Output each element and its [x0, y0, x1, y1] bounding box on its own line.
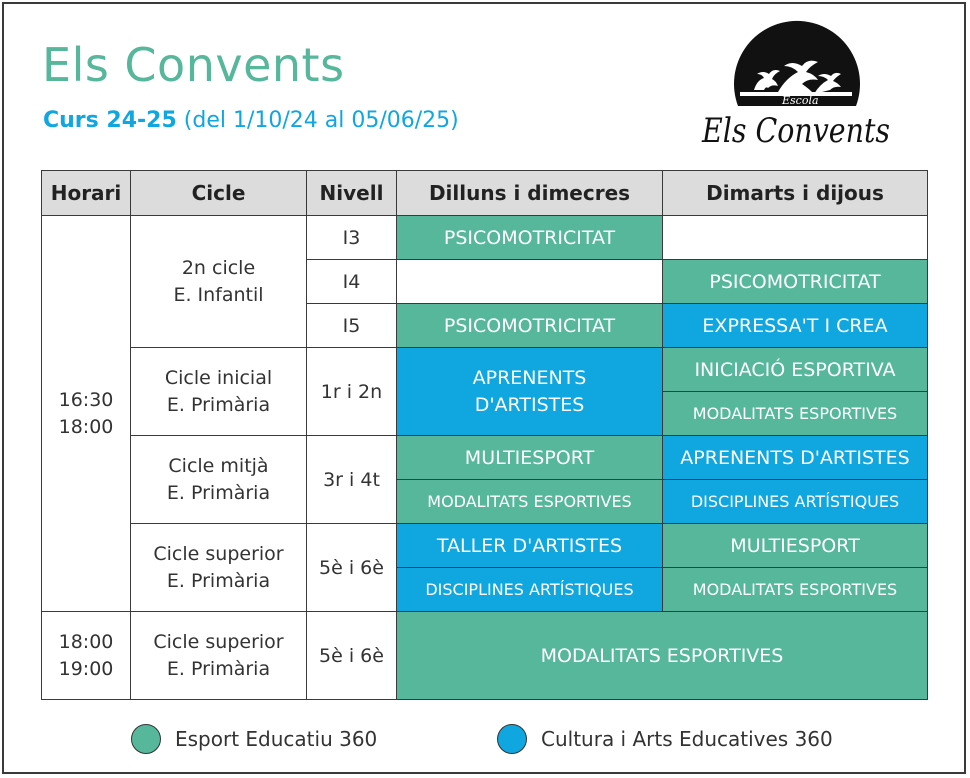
activity-cell-empty — [663, 216, 928, 260]
cycle-name: Cicle mitjà — [168, 454, 269, 477]
header-dilluns-dimecres: Dilluns i dimecres — [397, 171, 663, 216]
activity-cell-wide: MODALITATS ESPORTIVES — [397, 612, 928, 700]
cycle-mitja — [131, 436, 307, 524]
course-subtitle — [43, 108, 459, 133]
logo-main-text: Els Convents — [701, 111, 890, 151]
activity-cell: MODALITATS ESPORTIVES — [663, 392, 928, 436]
level-5e-6e: 5è i 6è — [307, 524, 397, 612]
course-dates: (del 1/10/24 al 05/06/25) — [183, 108, 459, 133]
table-row — [42, 612, 928, 700]
cycle-name: 2n cicle — [181, 256, 256, 279]
activity-cell: APRENENTS D'ARTISTES — [663, 436, 928, 480]
time-start: 18:00 — [58, 630, 114, 653]
page-title: Els Convents — [42, 38, 345, 92]
cycle-infantil — [131, 216, 307, 348]
level-3r-4t: 3r i 4t — [307, 436, 397, 524]
legend-swatch-teal — [131, 724, 161, 754]
activity-cell: MODALITATS ESPORTIVES — [663, 568, 928, 612]
cycle-superior — [131, 524, 307, 612]
cycle-superior-late — [131, 612, 307, 700]
school-logo — [696, 28, 896, 152]
table-header-row — [42, 171, 928, 216]
activity-cell: INICIACIÓ ESPORTIVA — [663, 348, 928, 392]
activity-cell-empty — [397, 260, 663, 304]
cycle-stage: E. Primària — [166, 657, 271, 680]
header-horari: Horari — [42, 171, 131, 216]
activity-cell: PSICOMOTRICITAT — [397, 304, 663, 348]
legend-label: Esport Educatiu 360 — [175, 727, 378, 751]
activity-cell — [397, 348, 663, 436]
time-end: 18:00 — [58, 415, 114, 438]
schedule-table — [41, 170, 928, 700]
cycle-name: Cicle superior — [153, 630, 284, 653]
time-start: 16:30 — [58, 388, 114, 411]
legend-item-cultura — [497, 722, 833, 756]
legend-label: Cultura i Arts Educatives 360 — [541, 727, 833, 751]
level-5e-6e-late: 5è i 6è — [307, 612, 397, 700]
time-slot-2 — [42, 612, 131, 700]
table-row — [42, 524, 928, 568]
cycle-inicial — [131, 348, 307, 436]
header-nivell: Nivell — [307, 171, 397, 216]
time-end: 19:00 — [58, 657, 114, 680]
legend-item-esport — [131, 722, 377, 756]
activity-cell: TALLER D'ARTISTES — [397, 524, 663, 568]
table-row — [42, 348, 928, 392]
cycle-stage: E. Primària — [166, 393, 271, 416]
level-i4: I4 — [307, 260, 397, 304]
header-cicle: Cicle — [131, 171, 307, 216]
level-i5: I5 — [307, 304, 397, 348]
activity-cell: DISCIPLINES ARTÍSTIQUES — [663, 480, 928, 524]
level-1r-2n: 1r i 2n — [307, 348, 397, 436]
activity-cell: MULTIESPORT — [397, 436, 663, 480]
activity-cell: DISCIPLINES ARTÍSTIQUES — [397, 568, 663, 612]
course-label: Curs 24-25 — [43, 108, 177, 133]
time-slot-1 — [42, 216, 131, 612]
activity-cell: MODALITATS ESPORTIVES — [397, 480, 663, 524]
cycle-stage: E. Primària — [166, 481, 271, 504]
activity-cell: EXPRESSA'T I CREA — [663, 304, 928, 348]
activity-line: APRENENTS — [472, 366, 587, 389]
table-row — [42, 436, 928, 480]
cycle-stage: E. Primària — [166, 569, 271, 592]
activity-cell: MULTIESPORT — [663, 524, 928, 568]
cycle-stage: E. Infantil — [173, 283, 264, 306]
activity-cell: PSICOMOTRICITAT — [397, 216, 663, 260]
cycle-name: Cicle inicial — [164, 366, 273, 389]
level-i3: I3 — [307, 216, 397, 260]
activity-line: D'ARTISTES — [474, 393, 585, 416]
logo-top-text: Escola — [782, 94, 819, 107]
legend-swatch-blue — [497, 724, 527, 754]
activity-cell: PSICOMOTRICITAT — [663, 260, 928, 304]
header-dimarts-dijous: Dimarts i dijous — [663, 171, 928, 216]
table-row — [42, 216, 928, 260]
cycle-name: Cicle superior — [153, 542, 284, 565]
